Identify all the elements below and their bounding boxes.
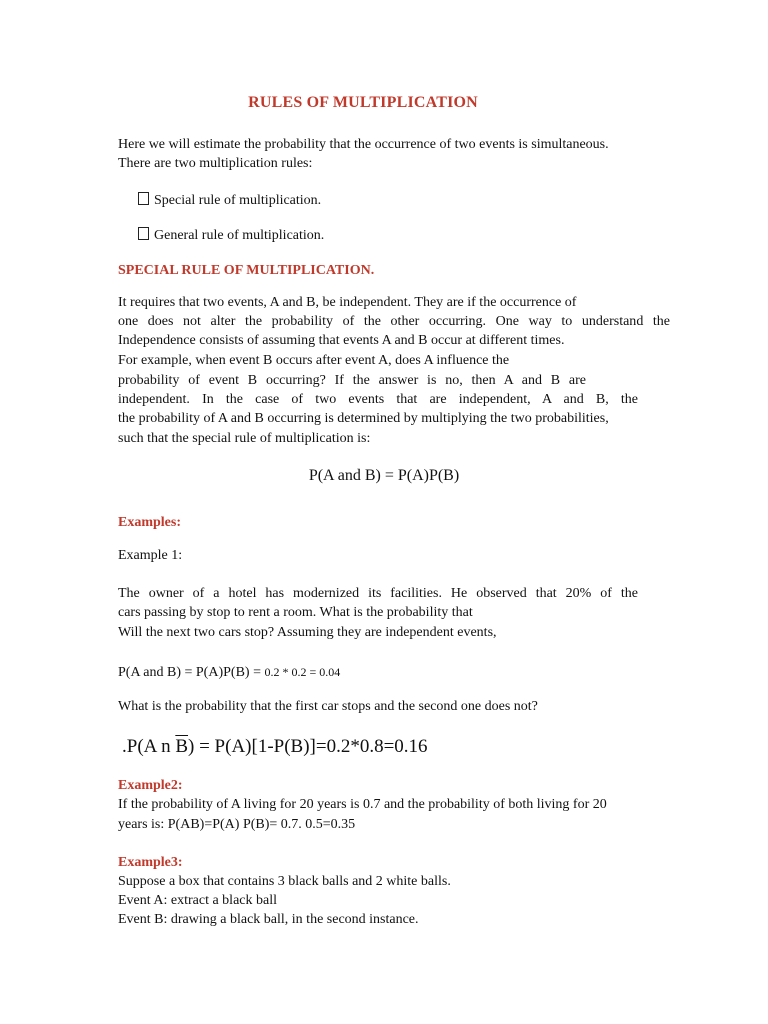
checkbox-glyph-icon	[138, 192, 149, 205]
example1-label: Example 1:	[118, 548, 183, 563]
paragraph-line: one does not alter the probability of the other occurring. One way to understand the	[118, 314, 670, 329]
paragraph-line: independent. In the case of two events that are independent, A and B, the	[118, 392, 638, 407]
special-rule-formula: P(A and B) = P(A)P(B)	[308, 467, 460, 484]
example1-formula-result: 0.2 * 0.2 = 0.04	[264, 665, 341, 679]
formula2-suffix: ) = P(A)[1-P(B)]=0.2*0.8=0.16	[188, 736, 428, 757]
intro-line-1: Here we will estimate the probability that the occurrence of two events is simultaneous.	[118, 137, 609, 152]
example3-heading: Example3:	[118, 855, 183, 870]
example1-formula-2	[122, 736, 428, 758]
rule-item-label: Special rule of multiplication.	[154, 193, 322, 208]
example3-line: Event A: extract a black ball	[118, 893, 277, 908]
paragraph-line: Independence consists of assuming that events A and B occur at different times.	[118, 333, 565, 348]
paragraph-line: the probability of A and B occurring is determined by multiplying the two probabilities,	[118, 411, 609, 426]
formula2-complement: $\overline{B}$	[175, 736, 189, 757]
example2-heading: Example2:	[118, 778, 183, 793]
example1-formula	[118, 665, 340, 681]
special-rule-heading: SPECIAL RULE OF MULTIPLICATION.	[118, 263, 375, 278]
example2-line-1: If the probability of A living for 20 years is 0.7 and the probability of both living for 20	[118, 797, 607, 812]
formula2-prefix: .P(A n	[122, 736, 176, 757]
example1-formula-main: P(A and B) = P(A)P(B) =	[118, 665, 265, 680]
examples-heading: Examples:	[118, 515, 181, 530]
checkbox-glyph-icon	[138, 227, 149, 240]
example1-question: What is the probability that the first car stops and the second one does not?	[118, 699, 538, 714]
paragraph-line: probability of event B occurring? If the answer is no, then A and B are	[118, 373, 586, 388]
page-title: RULES OF MULTIPLICATION	[248, 94, 478, 111]
rule-item-label: General rule of multiplication.	[154, 228, 325, 243]
example3-line: Event B: drawing a black ball, in the second instance.	[118, 912, 419, 927]
intro-line-2: There are two multiplication rules:	[118, 156, 313, 171]
example3-line: Suppose a box that contains 3 black balls and 2 white balls.	[118, 874, 451, 889]
example1-line: The owner of a hotel has modernized its facilities. He observed that 20% of the	[118, 586, 638, 601]
example2-line-2: years is: P(AB)=P(A) P(B)= 0.7. 0.5=0.35	[118, 817, 356, 832]
paragraph-line: For example, when event B occurs after event A, does A influence the	[118, 353, 510, 368]
paragraph-line: It requires that two events, A and B, be independent. They are if the occurrence of	[118, 295, 577, 310]
example1-line: Will the next two cars stop? Assuming they are independent events,	[118, 625, 497, 640]
paragraph-line: such that the special rule of multiplication is:	[118, 431, 371, 446]
example1-line: cars passing by stop to rent a room. What is the probability that	[118, 605, 473, 620]
rule-list-item	[138, 191, 321, 210]
rule-list-item	[138, 226, 324, 245]
